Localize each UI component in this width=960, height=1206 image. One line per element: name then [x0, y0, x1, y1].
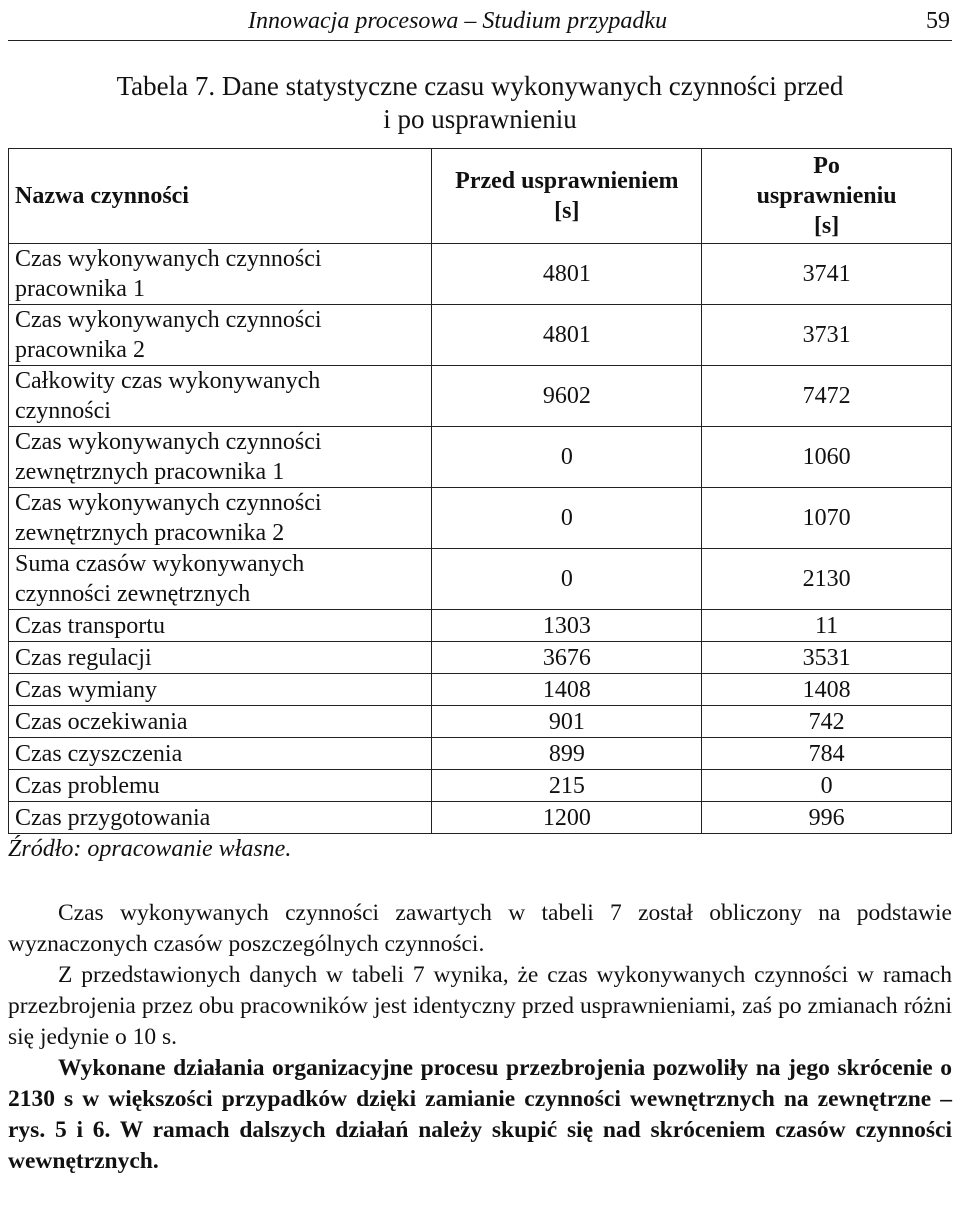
row-after-value: 3741 [702, 244, 952, 305]
row-after-value: 2130 [702, 549, 952, 610]
row-name-line-1: Całkowity czas wykonywanych [15, 368, 321, 394]
row-before-value: 1303 [432, 610, 702, 642]
row-after-value: 3731 [702, 305, 952, 366]
row-name-cell [9, 488, 432, 549]
row-name-cell [9, 366, 432, 427]
column-header-before-line-2: [s] [554, 198, 580, 224]
row-before-value: 899 [432, 738, 702, 770]
running-title: Innowacja procesowa – Studium przypadku [248, 8, 668, 34]
row-name-cell: Czas przygotowania [9, 802, 432, 834]
column-header-before-line-1: Przed usprawnieniem [455, 168, 679, 194]
row-name-cell [9, 305, 432, 366]
row-name-line-2: pracownika 2 [15, 337, 145, 363]
statistics-table [8, 148, 952, 834]
row-name-line-1: Czas wykonywanych czynności [15, 307, 322, 333]
page-number: 59 [926, 8, 950, 34]
table-row [9, 802, 952, 834]
table-row [9, 366, 952, 427]
paragraph: Z przedstawionych danych w tabeli 7 wynika, że czas wykonywanych czynności w ramach przezbrojenia przez obu pracowników jest identyczny przed usprawnieniami, zaś po zmianach różni się jedynie o 10 s. [8, 962, 952, 1050]
row-after-value: 7472 [702, 366, 952, 427]
row-name-line-2: czynności [15, 398, 111, 424]
row-before-value: 4801 [432, 244, 702, 305]
table-row [9, 427, 952, 488]
table-row [9, 244, 952, 305]
table-caption [0, 70, 960, 136]
row-before-value: 0 [432, 488, 702, 549]
row-name-line-2: zewnętrznych pracownika 1 [15, 459, 285, 485]
row-before-value: 901 [432, 706, 702, 738]
row-after-value: 3531 [702, 642, 952, 674]
row-name-line-2: zewnętrznych pracownika 2 [15, 520, 285, 546]
column-header-before [432, 149, 702, 244]
row-name-cell [9, 244, 432, 305]
table-source-note: Źródło: opracowanie własne. [8, 836, 292, 862]
caption-line-2: i po usprawnieniu [383, 104, 577, 134]
row-after-value: 11 [702, 610, 952, 642]
caption-line-1: Tabela 7. Dane statystyczne czasu wykonywanych czynności przed [116, 71, 844, 101]
row-after-value: 996 [702, 802, 952, 834]
row-after-value: 1070 [702, 488, 952, 549]
row-name-cell: Czas czyszczenia [9, 738, 432, 770]
table-row [9, 642, 952, 674]
row-before-value: 4801 [432, 305, 702, 366]
row-name-line-2: pracownika 1 [15, 276, 145, 302]
row-name-cell: Czas problemu [9, 770, 432, 802]
column-header-name: Nazwa czynności [9, 149, 432, 244]
table-row [9, 738, 952, 770]
table-row [9, 305, 952, 366]
row-after-value: 742 [702, 706, 952, 738]
table-row [9, 549, 952, 610]
table-row [9, 706, 952, 738]
row-after-value: 0 [702, 770, 952, 802]
row-name-cell: Czas regulacji [9, 642, 432, 674]
row-before-value: 1408 [432, 674, 702, 706]
column-header-after [702, 149, 952, 244]
table-row [9, 674, 952, 706]
row-name-cell [9, 549, 432, 610]
row-name-line-1: Czas wykonywanych czynności [15, 429, 322, 455]
row-before-value: 9602 [432, 366, 702, 427]
column-header-after-line-2: usprawnieniu [756, 183, 897, 209]
row-before-value: 215 [432, 770, 702, 802]
table-header-row [9, 149, 952, 244]
row-name-line-1: Suma czasów wykonywanych [15, 551, 305, 577]
row-before-value: 3676 [432, 642, 702, 674]
row-after-value: 1060 [702, 427, 952, 488]
row-before-value: 1200 [432, 802, 702, 834]
running-header [8, 6, 952, 41]
body-text [8, 898, 952, 1177]
row-before-value: 0 [432, 549, 702, 610]
row-name-cell: Czas transportu [9, 610, 432, 642]
row-name-cell [9, 427, 432, 488]
paragraph-bold: Wykonane działania organizacyjne procesu przezbrojenia pozwoliły na jego skrócenie o 2130 s w większości przypadków dzięki zamianie czynności wewnętrznych na zewnętrzne – rys. 5 i 6. W ramach dalszych działań należy skupić się nad skróceniem czasów czynności wewnętrznych. [8, 1055, 952, 1174]
row-after-value: 1408 [702, 674, 952, 706]
row-before-value: 0 [432, 427, 702, 488]
table-row [9, 488, 952, 549]
row-name-line-1: Czas wykonywanych czynności [15, 246, 322, 272]
row-after-value: 784 [702, 738, 952, 770]
row-name-line-2: czynności zewnętrznych [15, 581, 251, 607]
row-name-line-1: Czas wykonywanych czynności [15, 490, 322, 516]
paragraph: Czas wykonywanych czynności zawartych w tabeli 7 został obliczony na podstawie wyznaczonych czasów poszczególnych czynności. [8, 900, 952, 957]
table-row [9, 610, 952, 642]
column-header-after-line-1: Po [813, 153, 840, 179]
row-name-cell: Czas wymiany [9, 674, 432, 706]
row-name-cell: Czas oczekiwania [9, 706, 432, 738]
table-row [9, 770, 952, 802]
column-header-after-line-3: [s] [813, 213, 840, 239]
